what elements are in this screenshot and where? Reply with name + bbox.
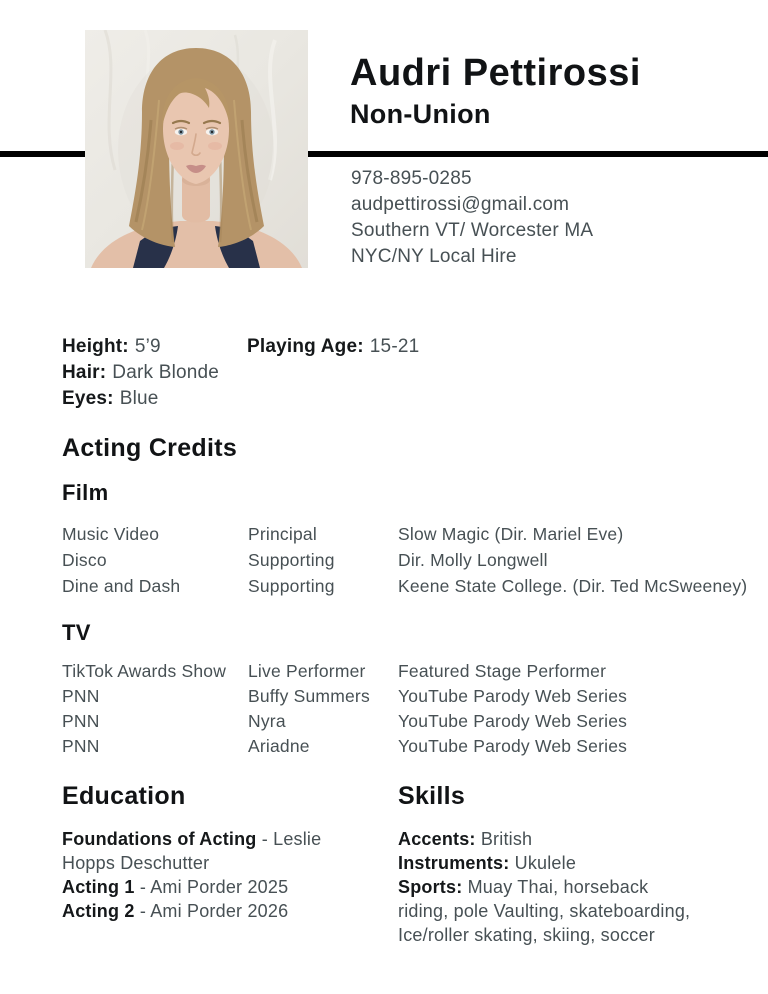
skills-section (398, 782, 698, 947)
stat-playing-age (247, 334, 419, 360)
headshot-photo (85, 30, 308, 268)
credit-details: YouTube Parody Web Series (398, 711, 628, 731)
stat-hair (62, 360, 219, 386)
skill-label: Sports: (398, 877, 463, 897)
credit-details: Dir. Molly Longwell (398, 550, 548, 570)
identity-block (350, 50, 641, 132)
education-entry (62, 875, 364, 899)
credit-role: Live Performer (248, 661, 366, 681)
hair-label: Hair: (62, 362, 107, 383)
playing-age-value: 15-21 (369, 336, 420, 357)
credit-role: Nyra (248, 711, 286, 731)
stats-block (62, 334, 420, 412)
film-credit-row (62, 521, 752, 547)
union-status: Non-Union (350, 99, 491, 129)
credit-project: PNN (62, 686, 100, 706)
skill-entry (398, 827, 698, 851)
skill-label: Instruments: (398, 853, 510, 873)
credit-details: YouTube Parody Web Series (398, 736, 628, 756)
tv-credit-row (62, 734, 752, 759)
playing-age-label: Playing Age: (247, 336, 364, 357)
headshot-illustration (85, 30, 308, 268)
course-name: Acting 1 (62, 877, 135, 897)
page-title: Audri Pettirossi (350, 52, 641, 94)
film-credit-row (62, 573, 752, 599)
credit-details: Slow Magic (Dir. Mariel Eve) (398, 524, 624, 544)
credit-project: Disco (62, 550, 107, 570)
tv-heading: TV (62, 620, 91, 645)
credit-project: TikTok Awards Show (62, 661, 227, 681)
eyes-value: Blue (119, 388, 159, 409)
education-section (62, 782, 364, 923)
course-detail: - Ami Porder 2025 (139, 877, 289, 897)
phone-number: 978-895-0285 (351, 168, 472, 189)
credit-role: Buffy Summers (248, 686, 370, 706)
skill-value: Ukulele (514, 853, 577, 873)
film-credits-table (62, 521, 752, 599)
tv-credit-row (62, 709, 752, 734)
credit-project: PNN (62, 711, 100, 731)
eyes-label: Eyes: (62, 388, 114, 409)
stat-eyes (62, 386, 219, 412)
credit-project: Dine and Dash (62, 576, 181, 596)
hair-value: Dark Blonde (112, 362, 220, 383)
tv-credits-table (62, 659, 752, 759)
film-heading: Film (62, 480, 109, 505)
film-credit-row (62, 547, 752, 573)
credit-project: PNN (62, 736, 100, 756)
education-entry (62, 899, 364, 923)
course-name: Acting 2 (62, 901, 135, 921)
education-entry (62, 827, 364, 875)
contact-block (351, 166, 593, 270)
credit-details: Keene State College. (Dir. Ted McSweeney) (398, 576, 748, 596)
tv-credit-row (62, 684, 752, 709)
local-hire: NYC/NY Local Hire (351, 246, 517, 267)
credit-role: Supporting (248, 576, 335, 596)
height-value: 5’9 (134, 336, 161, 357)
credit-details: Featured Stage Performer (398, 661, 607, 681)
location: Southern VT/ Worcester MA (351, 220, 594, 241)
skill-value: British (480, 829, 533, 849)
skills-heading: Skills (398, 782, 466, 810)
stat-height (62, 334, 219, 360)
tv-credit-row (62, 659, 752, 684)
credit-role: Principal (248, 524, 317, 544)
course-name: Foundations of Acting (62, 829, 257, 849)
credit-role: Supporting (248, 550, 335, 570)
credit-role: Ariadne (248, 736, 310, 756)
education-heading: Education (62, 782, 186, 810)
skill-entry (398, 851, 698, 875)
credit-details: YouTube Parody Web Series (398, 686, 628, 706)
email-address: audpettirossi@gmail.com (351, 194, 570, 215)
course-detail: - Leslie Hopps Deschutter (62, 829, 322, 873)
skill-entry (398, 875, 698, 947)
skill-label: Accents: (398, 829, 476, 849)
course-detail: - Ami Porder 2026 (139, 901, 289, 921)
acting-credits-heading: Acting Credits (62, 434, 238, 462)
height-label: Height: (62, 336, 129, 357)
credit-project: Music Video (62, 524, 160, 544)
skill-value: Muay Thai, horseback riding, pole Vaulting, skateboarding, Ice/roller skating, skiing, soccer (398, 877, 691, 945)
